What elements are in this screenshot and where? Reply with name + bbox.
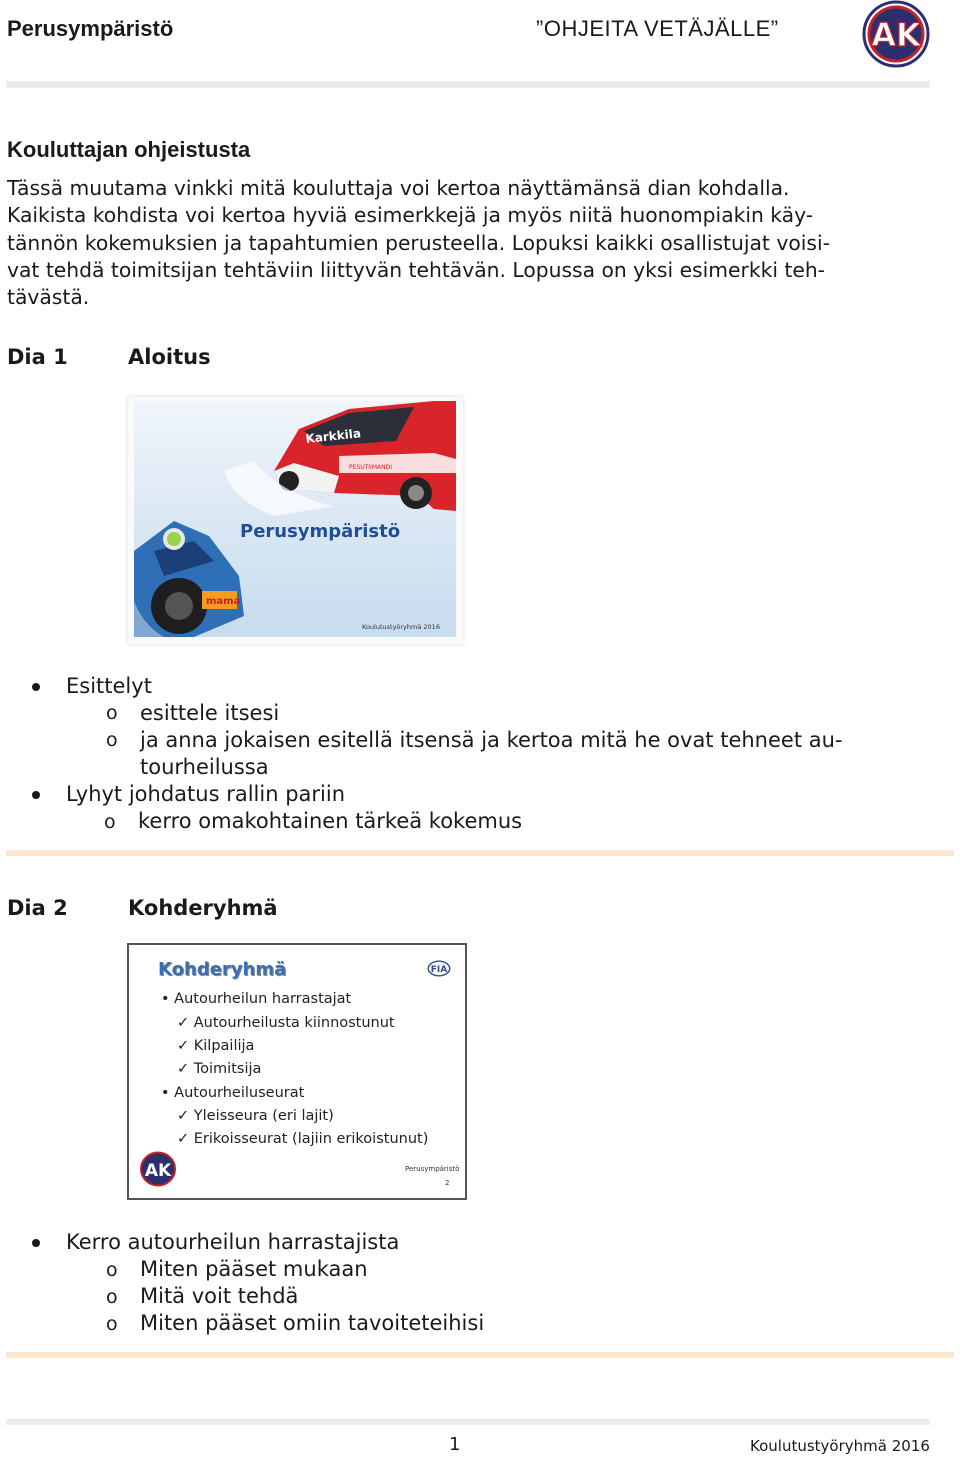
slide2-item: • Autourheilun harrastajat — [161, 991, 352, 1007]
sub-bullet-marker: o — [106, 1286, 118, 1308]
document-title: Perusympäristö — [7, 16, 174, 41]
ak-logo-small-icon — [139, 1151, 177, 1187]
slide2-item — [177, 1038, 254, 1054]
dia2-label: Dia 2 — [7, 896, 68, 920]
sub-bullet-text: kerro omakohtainen tärkeä kokemus — [138, 809, 523, 833]
dia1-label: Dia 1 — [7, 345, 68, 369]
section-separator — [6, 1352, 954, 1358]
intro-line: vat tehdä toimitsijan tehtäviin liittyvän tehtävän. Lopussa on yksi esimerkki teh- — [7, 257, 826, 282]
dia2-name: Kohderyhmä — [128, 896, 278, 920]
slide2-item-text: Kilpailija — [193, 1038, 255, 1054]
ak-logo-small-letters: AK — [144, 1161, 172, 1181]
check-icon: ✓ — [177, 1108, 190, 1124]
footer-credit: Koulutustyöryhmä 2016 — [750, 1437, 930, 1455]
slide2-item-text: Autourheiluseurat — [174, 1085, 305, 1101]
slide2-item-text: Yleisseura (eri lajit) — [193, 1108, 334, 1124]
sub-bullet-marker: o — [106, 729, 118, 751]
rally-cars-image — [134, 401, 456, 637]
fia-logo-icon — [427, 960, 451, 977]
intro-line: Tässä muutama vinkki mitä kouluttaja voi kertoa näyttämänsä dian kohdalla. — [7, 176, 790, 200]
ak-logo-icon — [862, 0, 930, 68]
intro-line: Kaikista kohdista voi kertoa hyviä esimerkkejä ja myös niitä huonompiakin käy- — [7, 203, 814, 228]
page-number: 1 — [449, 1434, 461, 1455]
slide2-item-text: Autourheilusta kiinnostunut — [193, 1015, 395, 1031]
slide2-title: Kohderyhmä — [158, 959, 287, 980]
slide-thumbnail-1 — [128, 397, 463, 644]
section-separator — [6, 850, 954, 856]
ak-logo-letters: AK — [871, 16, 921, 54]
slide2-item — [177, 1061, 261, 1077]
intro-line: tännön kokemuksien ja tapahtumien perusteella. Lopuksi kaikki osallistujat voisi- — [7, 230, 830, 255]
bullet-text: Esittelyt — [66, 674, 152, 698]
check-icon: ✓ — [177, 1038, 190, 1054]
footer-rule — [6, 1419, 930, 1425]
intro-line: tävästä. — [7, 285, 90, 310]
section-title: Kouluttajan ohjeistusta — [7, 137, 251, 162]
sub-bullet-marker: o — [106, 1259, 118, 1281]
slide2-item-text: Autourheilun harrastajat — [174, 991, 352, 1007]
slide2-item — [177, 1108, 334, 1124]
slide2-item — [177, 1131, 428, 1147]
formula-text: mama — [206, 596, 241, 607]
slide2-item — [177, 1015, 395, 1031]
sub-bullet-marker: o — [106, 1313, 118, 1335]
sub-bullet-marker: o — [104, 811, 116, 833]
sub-bullet-marker: o — [106, 702, 118, 724]
sub-bullet-text: ja anna jokaisen esitellä itsensä ja kertoa mitä he ovat tehneet au- — [140, 728, 843, 752]
car-text: Karkkila — [304, 426, 362, 446]
sub-bullet-text: esittele itsesi — [140, 701, 280, 725]
intro-paragraph — [7, 175, 927, 311]
dia1-name: Aloitus — [128, 345, 211, 369]
header-rule — [6, 81, 930, 88]
bullet-dot — [32, 1239, 40, 1247]
slide1-title: Perusympäristö — [240, 521, 401, 542]
bullet-text: Lyhyt johdatus rallin pariin — [66, 782, 345, 806]
slide1-canvas — [134, 401, 456, 637]
slide2-item: • Autourheiluseurat — [161, 1085, 305, 1101]
slide2-item-text: Erikoisseurat (lajiin erikoistunut) — [193, 1131, 429, 1147]
bullet-dot — [32, 683, 40, 691]
slide2-item-text: Toimitsija — [193, 1061, 262, 1077]
check-icon: ✓ — [177, 1015, 190, 1031]
sub-bullet-text: Miten pääset mukaan — [140, 1257, 368, 1281]
document-subtitle: ”OHJEITA VETÄJÄLLE” — [536, 16, 779, 41]
slide-thumbnail-2 — [127, 943, 467, 1200]
bullet-text: Kerro autourheilun harrastajista — [66, 1230, 400, 1254]
slide2-footer: Perusympäristö — [405, 1165, 460, 1173]
fia-text: FIA — [430, 965, 448, 975]
car-text: PESUTIIMANDI — [349, 464, 392, 471]
bullet-dot — [32, 791, 40, 799]
slide1-footer: Koulutustyöryhmä 2016 — [362, 623, 440, 631]
slide2-page-number: 2 — [445, 1179, 450, 1187]
sub-bullet-text: Miten pääset omiin tavoiteteihisi — [140, 1311, 485, 1335]
check-icon: ✓ — [177, 1061, 190, 1077]
sub-bullet-text: tourheilussa — [140, 755, 269, 779]
check-icon: ✓ — [177, 1131, 190, 1147]
sub-bullet-text: Mitä voit tehdä — [140, 1284, 299, 1308]
